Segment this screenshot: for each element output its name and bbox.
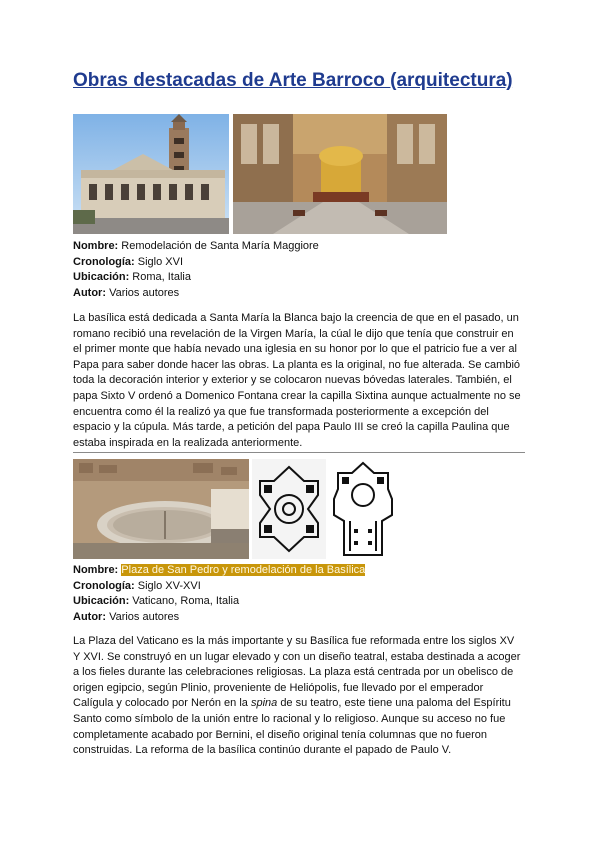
work2-name-label: Nombre:: [73, 564, 119, 576]
paragraph-line: construidas. La reforma de la basílica continúo durante el papado de Paulo V.: [73, 744, 452, 757]
work2-location-value: Vaticano, Roma, Italia: [132, 595, 240, 607]
paragraph-line: Santo como símbolo de la unión entre lo racional y lo religioso. Aunque su acceso no fue: [73, 712, 506, 725]
work2-chronology-value: Siglo XV-XVI: [137, 579, 201, 592]
paragraph-line: La basílica está dedicada a Santa María la Blanca bajo la creencia de que en el pasado, un: [73, 312, 519, 324]
square-aerial-photo: [73, 459, 249, 559]
paragraph-line: Papa para saber donde hacer las obras. La planta es la original, no fue alterada. Se cambió: [73, 358, 521, 371]
work1-location-label: Ubicación:: [73, 271, 130, 283]
work1-chronology-value: Siglo XVI: [137, 255, 184, 268]
line5-start: Calígula y colocado por Nerón en la: [73, 697, 248, 710]
work1-name-value: Remodelación de Santa María Maggiore: [121, 240, 319, 252]
paragraph-line: Y XVI. Se construyó en un lugar elevado y con un diseño teatral, estaba destinada a acoger: [73, 650, 521, 663]
paragraph-line: toda la decoración interior y exterior y se colocaron nuevas bóvedas laterales. También, el: [73, 374, 512, 387]
work1-chronology-label: Cronología:: [73, 255, 135, 268]
page-title: Obras destacadas de Arte Barroco (arquitectura): [73, 70, 513, 91]
work1-location-value: Roma, Italia: [132, 271, 191, 283]
work2-location-label: Ubicación:: [73, 595, 130, 607]
work2-description: [73, 634, 525, 759]
work2-name-row: [73, 563, 365, 579]
work2-metadata: [73, 563, 365, 625]
chapel-interior-photo: [233, 114, 447, 234]
work1-name-row: [73, 239, 319, 255]
work1-author-row: [73, 286, 319, 302]
work2-location-row: [73, 594, 365, 610]
paragraph-line: encuentra como él la realizó ya que fue transformada posteriormente a excepción del: [73, 405, 489, 418]
work2-author-row: [73, 610, 365, 626]
work2-chronology-row: [73, 579, 365, 595]
paragraph-line: romano recibió una revelación de la Virgen María, la cúal le dijo que tenía que construir en: [73, 327, 514, 340]
paragraph-line: el primer monte que había nevado una iglesia en su honor por lo que el patricio fue a ver al: [73, 343, 517, 356]
paragraph-line: espacio y la cúpula. Más tarde, a petición del papa Paulo III se creó la capilla Paulina que: [73, 421, 510, 434]
line5-end: de su teatro, este tiene una paloma del Espíritu: [280, 697, 511, 710]
work2-author-value: Varios autores: [109, 610, 180, 623]
italic-term: spina: [250, 697, 278, 710]
work1-chronology-row: [73, 255, 319, 271]
work1-location-row: [73, 270, 319, 286]
work1-author-label: Autor:: [73, 286, 106, 299]
church-floor-plan-1: [252, 459, 326, 559]
work2-name-value-highlighted: Plaza de San Pedro y remodelación de la Basílica: [121, 564, 366, 576]
basilica-exterior-photo: [73, 114, 229, 234]
work1-author-value: Varios autores: [109, 286, 180, 299]
paragraph-line: La Plaza del Vaticano es la más importante y su Basílica fue reformada entre los siglos XV: [73, 635, 515, 647]
paragraph-line: estaba inspirada en la realizada anteriormente.: [73, 436, 303, 449]
work1-description: [73, 311, 525, 451]
paragraph-line: completamente acabado por Bernini, el diseño original tenía columnas que no fueron: [73, 728, 487, 741]
section-divider: [73, 452, 525, 453]
church-floor-plan-2: [330, 459, 396, 559]
paragraph-line: origen egipcio, según Plinio, proveniente de Heliópolis, fue llevado por el emperador: [73, 681, 484, 694]
work2-chronology-label: Cronología:: [73, 579, 135, 592]
paragraph-line: papa Sixto V ordenó a Domenico Fontana crear la capilla Sixtina aunque actualmente no se: [73, 389, 521, 402]
paragraph-line: [73, 696, 525, 712]
work2-author-label: Autor:: [73, 610, 106, 623]
work1-metadata: [73, 239, 319, 301]
work1-name-label: Nombre:: [73, 240, 119, 252]
paragraph-line: a los fieles durante las celebraciones religiosas. La plaza está centrada por un obelisco de: [73, 666, 514, 679]
